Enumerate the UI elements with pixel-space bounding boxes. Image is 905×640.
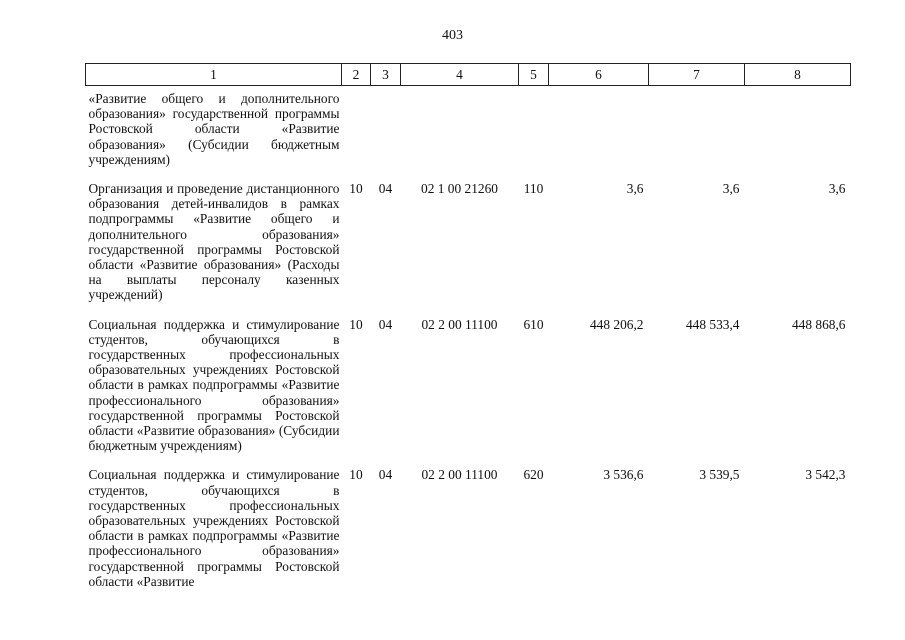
header-col-5: 5 (519, 64, 549, 86)
row-amount-1: 448 206,2 (589, 316, 644, 332)
row-amount-2: 3 539,5 (699, 467, 740, 483)
row-subsection: 04 (378, 467, 393, 483)
row-amount-3: 3,6 (828, 181, 846, 197)
budget-table (85, 63, 851, 589)
row-section (342, 86, 371, 182)
row-target-code (401, 86, 519, 182)
header-col-1: 1 (86, 64, 342, 86)
header-col-4: 4 (401, 64, 519, 86)
row-amount-3 (745, 86, 851, 182)
row-amount-3: 448 868,6 (791, 316, 846, 332)
header-col-3: 3 (371, 64, 401, 86)
table-row (86, 317, 851, 468)
row-expense-type: 620 (523, 467, 544, 483)
page-number: 403 (442, 28, 463, 43)
row-section: 10 (349, 467, 363, 483)
table-row (86, 467, 851, 589)
row-target-code: 02 2 00 11100 (421, 316, 498, 332)
header-col-6: 6 (549, 64, 649, 86)
table-row (86, 86, 851, 182)
row-description: Организация и проведение дистанционного образования детей-инвалидов в рамках подпрограммы «Развитие общего и дополнительного образования» государственной программы Ростовской области «Развитие образования» (Расходы на выплаты персоналу казенных учреждений) (88, 181, 340, 303)
row-section: 10 (349, 181, 363, 197)
row-section: 10 (349, 316, 363, 332)
row-subsection: 04 (378, 316, 393, 332)
row-amount-2: 448 533,4 (685, 316, 740, 332)
row-description: «Развитие общего и дополнительного образования» государственной программы Ростовской области «Развитие образования» (Субсидии бюджетным учреждениям) (88, 91, 340, 167)
row-expense-type (519, 86, 549, 182)
row-expense-type: 110 (523, 181, 544, 197)
header-col-7: 7 (649, 64, 745, 86)
row-amount-2 (649, 86, 745, 182)
row-target-code: 02 1 00 21260 (421, 181, 498, 197)
row-subsection: 04 (378, 181, 393, 197)
row-amount-1: 3 536,6 (603, 467, 644, 483)
table-header (86, 64, 851, 86)
row-description: Социальная поддержка и стимулирование студентов, обучающихся в государственных профессиональных образовательных учреждениях Ростовской области в рамках подпрограммы «Развитие профессионального образования» государственной программы Ростовской области «Развитие (88, 467, 340, 589)
row-description: Социальная поддержка и стимулирование студентов, обучающихся в государственных профессиональных образовательных учреждениях Ростовской области в рамках подпрограммы «Развитие профессионального образования» государственной программы Ростовской области «Развитие образования» (Субсидии бюджетным учреждениям) (88, 316, 340, 454)
row-expense-type: 610 (523, 316, 544, 332)
table-row (86, 181, 851, 317)
row-amount-2: 3,6 (722, 181, 740, 197)
header-col-2: 2 (342, 64, 371, 86)
row-amount-1 (549, 86, 649, 182)
table-body (86, 86, 851, 590)
row-amount-1: 3,6 (626, 181, 644, 197)
row-target-code: 02 2 00 11100 (421, 467, 498, 483)
row-subsection (371, 86, 401, 182)
header-row (86, 64, 851, 86)
row-amount-3: 3 542,3 (805, 467, 846, 483)
header-col-8: 8 (745, 64, 851, 86)
